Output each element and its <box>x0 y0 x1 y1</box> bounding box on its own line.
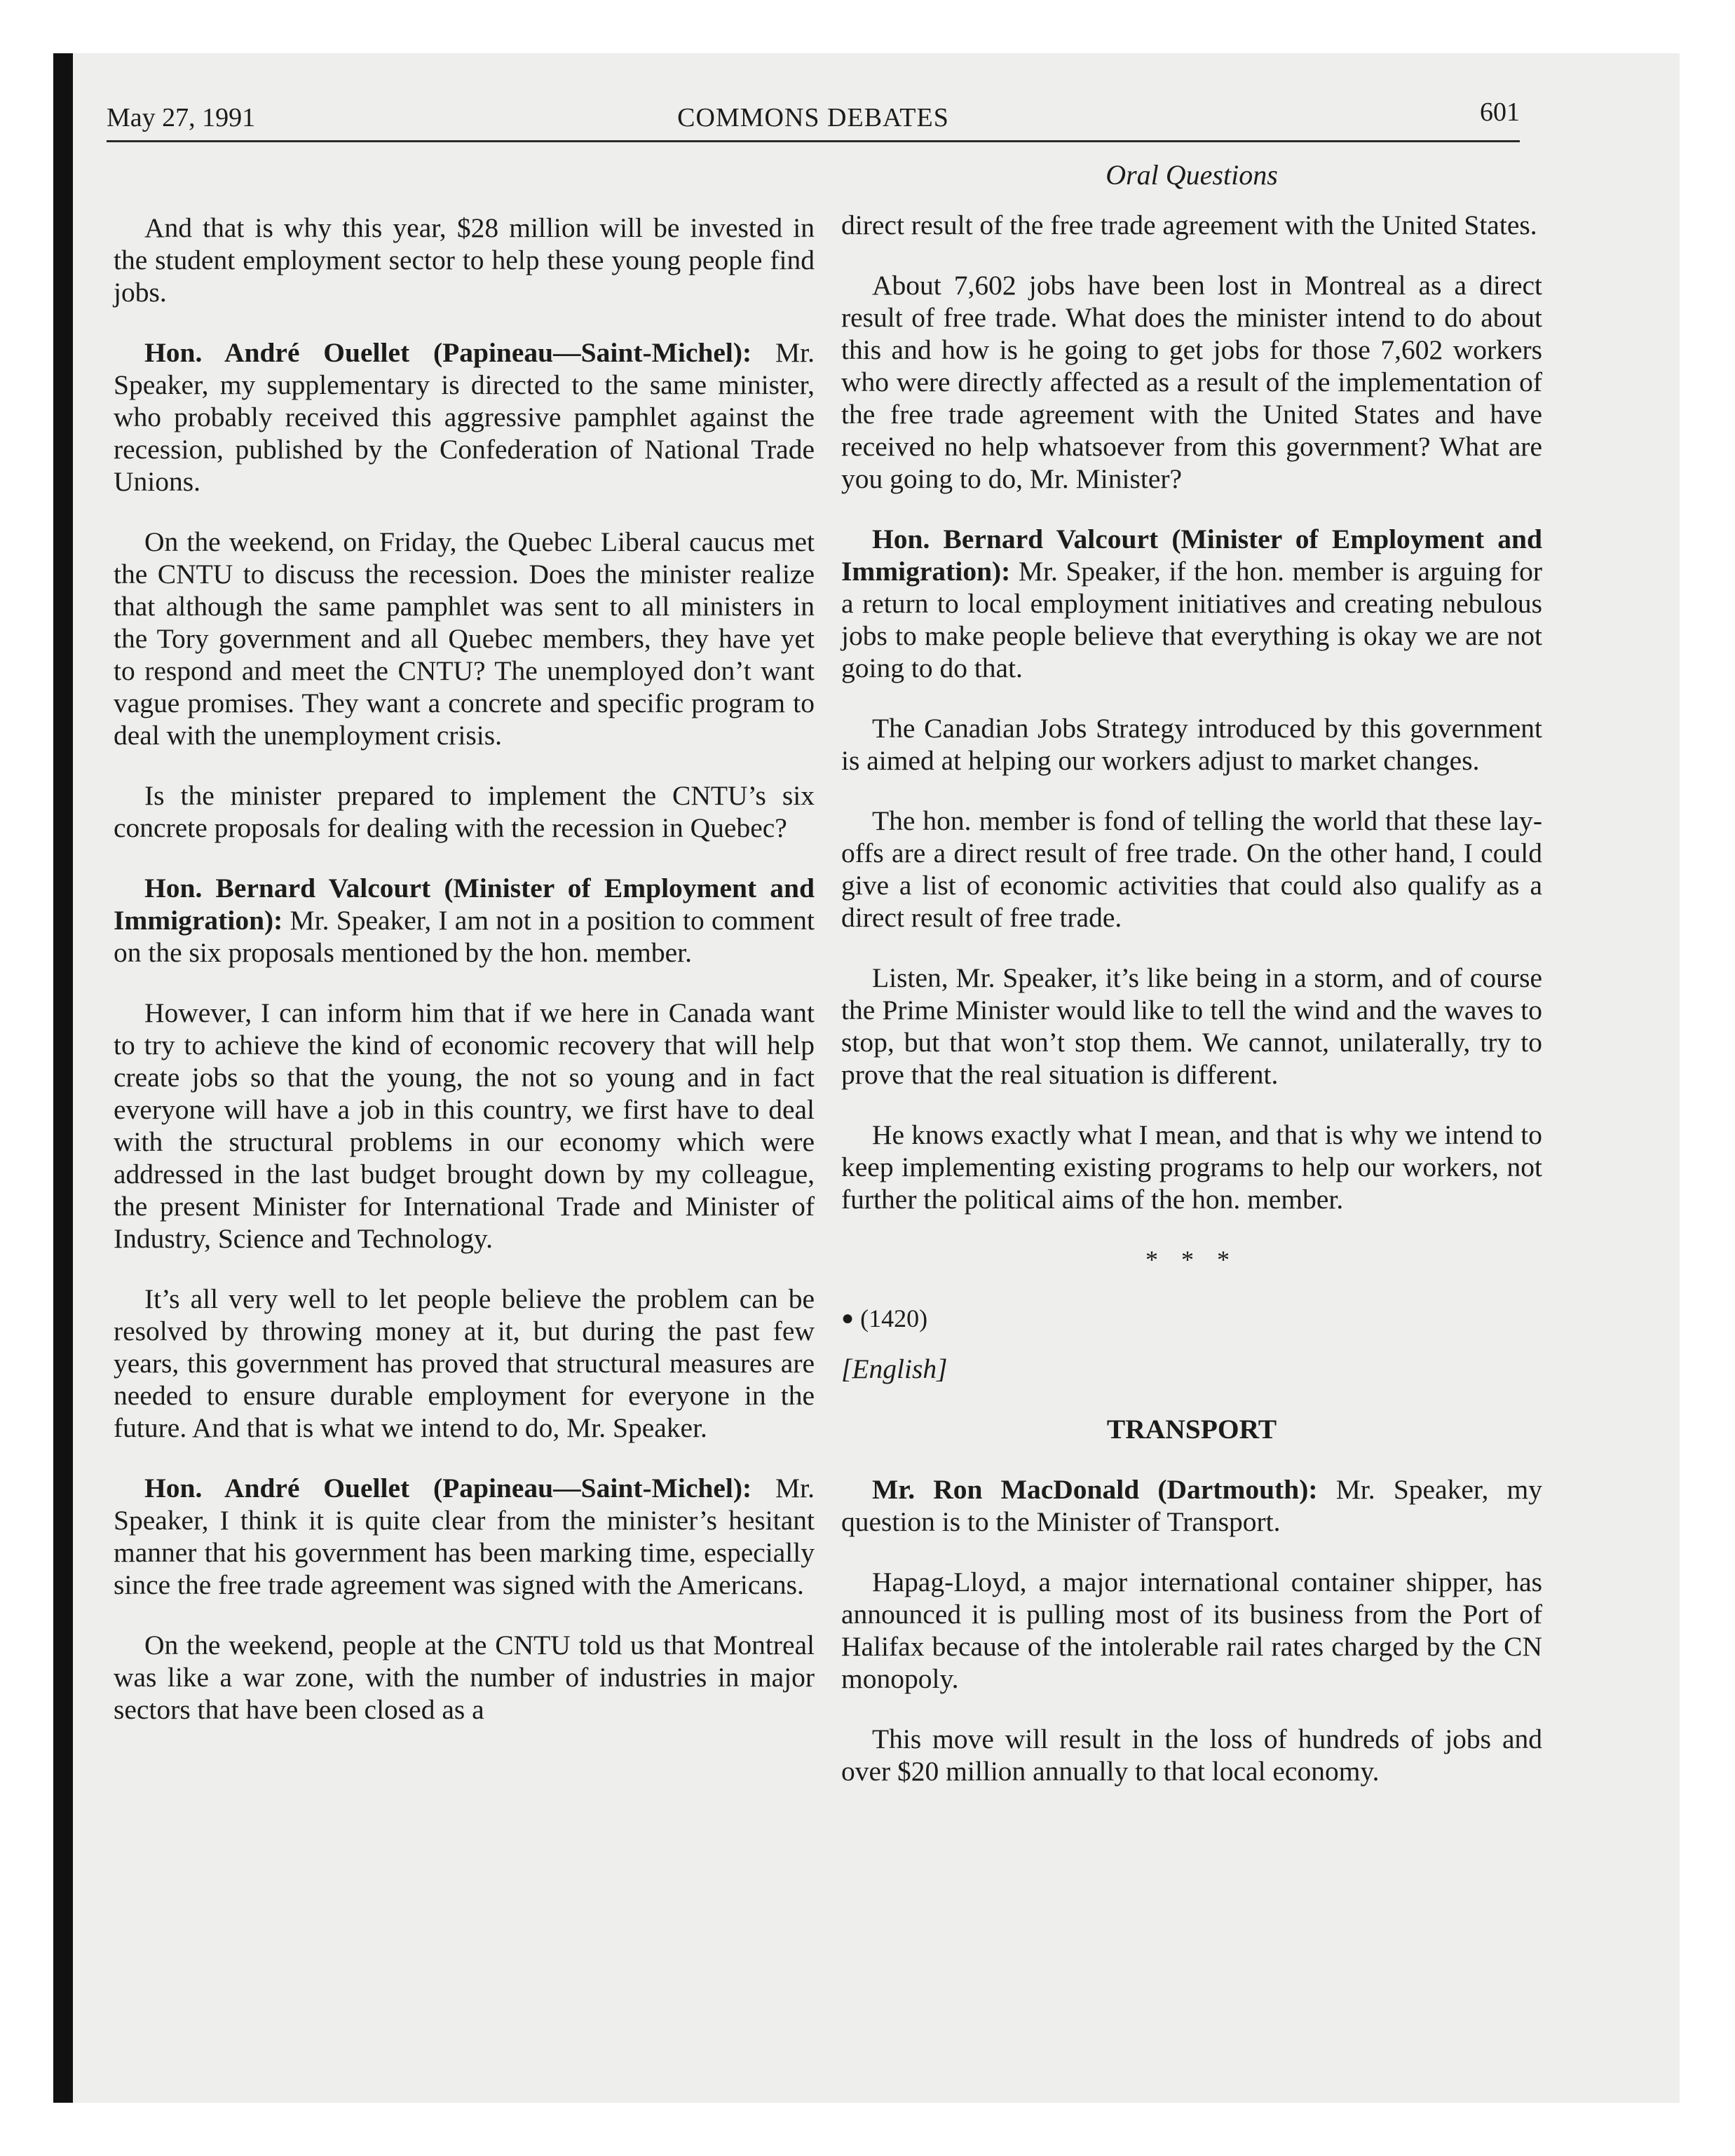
paragraph-text: Listen, Mr. Speaker, it’s like being in a storm, and of course the Prime Minister would like to tell the wind and the waves to stop, but that won’t stop them. We cannot, unilaterally, try to prove that the real situation is different. <box>841 962 1542 1090</box>
paragraph-text: And that is why this year, $28 million will be invested in the student employment sector to help these young people find jobs. <box>114 212 815 308</box>
topic-heading: TRANSPORT <box>1106 1414 1277 1445</box>
paragraph-text: It’s all very well to let people believe the problem can be resolved by throwing money at it, but during the past few years, this government has proved that structural measures are needed to ensure durable employment for everyone in the future. And that is what we intend to do, Mr. Speaker. <box>114 1283 815 1443</box>
speaker-name: Hon. Bernard Valcourt (Minister of Employment and Immigration): <box>114 873 815 936</box>
paragraph-text: Mr. Speaker, if the hon. member is arguing for a return to local employment initiatives and creating nebulous jobs to make people believe that everything is okay we are not going to do that. <box>841 556 1542 683</box>
paragraph-text: Is the minister prepared to implement the CNTU’s six concrete proposals for dealing with the recession in Quebec? <box>114 780 815 843</box>
timecode-text: (1420) <box>860 1304 928 1332</box>
paragraph <box>114 872 815 969</box>
paragraph <box>114 779 815 844</box>
paragraph <box>841 712 1542 777</box>
paragraph-text: On the weekend, people at the CNTU told us that Montreal was like a war zone, with the number of industries in major sectors that have been closed as a <box>114 1630 815 1725</box>
paragraph <box>841 1473 1542 1538</box>
paragraph-text: Mr. Speaker, my supplementary is directed to the same minister, who probably received this aggressive pamphlet against the recession, published by the Confederation of National Trade Unions. <box>114 337 815 497</box>
paragraph <box>841 523 1542 684</box>
header-rule <box>107 140 1520 142</box>
paragraph-text: Hapag-Lloyd, a major international container shipper, has announced it is pulling most of its business from the Port of Halifax because of the intolerable rail rates charged by the CN monopoly. <box>841 1567 1542 1694</box>
bullet-icon: ● <box>841 1306 855 1330</box>
paragraph <box>841 1119 1542 1215</box>
paragraph-text: Mr. Speaker, I think it is quite clear from the minister’s hesitant manner that his government has been marking time, especially since the free trade agreement was signed with the Americans. <box>114 1473 815 1600</box>
right-column <box>841 209 1542 1815</box>
paragraph-text: On the weekend, on Friday, the Quebec Liberal caucus met the CNTU to discuss the recession. Does the minister realize that although the same pamphlet was sent to all ministers in the Tory government and all Quebec members, they have yet to respond and meet the CNTU? The unemployed don’t want vague promises. They want a concrete and specific program to deal with the unemployment crisis. <box>114 526 815 751</box>
paragraph-text: The Canadian Jobs Strategy introduced by this government is aimed at helping our workers adjust to market changes. <box>841 713 1542 776</box>
paragraph <box>114 212 815 308</box>
speaker-name: Hon. André Ouellet (Papineau—Saint-Michel): <box>144 1473 752 1503</box>
paragraph <box>114 1283 815 1444</box>
paragraph <box>114 1629 815 1726</box>
header-date: May 27, 1991 <box>107 103 256 132</box>
paragraph-text: The hon. member is fond of telling the world that these lay-offs are a direct result of free trade. On the other hand, I could give a list of economic activities that could also qualify as a direct result of free trade. <box>841 805 1542 933</box>
speaker-name: Hon. Bernard Valcourt (Minister of Employment and Immigration): <box>841 524 1542 587</box>
paragraph <box>841 1566 1542 1695</box>
header-title: COMMONS DEBATES <box>677 103 949 132</box>
paragraph-text: However, I can inform him that if we here in Canada want to try to achieve the kind of economic recovery that will help create jobs so that the young, the not so young and in fact everyone will have a job in this country, we first have to deal with the structural problems in our economy which were addressed in the last budget brought down by my colleague, the present Minister for International Trade and Minister of Industry, Science and Technology. <box>114 997 815 1254</box>
paragraph-text: Mr. Speaker, my question is to the Minister of Transport. <box>841 1474 1542 1537</box>
paragraph-text: About 7,602 jobs have been lost in Montreal as a direct result of free trade. What does the minister intend to do about this and how is he going to get jobs for those 7,602 workers who were directly affected as a result of the implementation of the free trade agreement with the United States and have received no help whatsoever from this government? What are you going to do, Mr. Minister? <box>841 270 1542 494</box>
paragraph <box>114 1472 815 1601</box>
paragraph <box>841 962 1542 1091</box>
paragraph <box>841 805 1542 934</box>
language-note: [English] <box>841 1353 948 1384</box>
paragraph <box>841 1723 1542 1787</box>
paragraph-text: This move will result in the loss of hundreds of jobs and over $20 million annually to that local economy. <box>841 1724 1542 1787</box>
paragraph <box>841 269 1542 495</box>
timecode <box>841 1302 1542 1335</box>
paragraph <box>114 526 815 751</box>
paragraph-text: He knows exactly what I mean, and that is why we intend to keep implementing existing programs to help our workers, not further the political aims of the hon. member. <box>841 1119 1542 1215</box>
paragraph <box>841 209 1542 241</box>
section-separator: * * * <box>1145 1246 1238 1274</box>
speaker-name: Hon. André Ouellet (Papineau—Saint-Michel): <box>144 337 752 368</box>
left-column <box>114 212 815 1754</box>
page-number: 601 <box>1480 97 1520 127</box>
paragraph <box>114 997 815 1255</box>
speaker-name: Mr. Ron MacDonald (Dartmouth): <box>872 1474 1318 1505</box>
binding-shadow <box>53 53 73 2103</box>
running-head <box>107 90 1520 140</box>
paragraph-text: Mr. Speaker, I am not in a position to comment on the six proposals mentioned by the hon. member. <box>114 905 815 968</box>
section-title: Oral Questions <box>1105 159 1278 191</box>
paragraph-text: direct result of the free trade agreement with the United States. <box>841 210 1537 240</box>
paragraph <box>114 336 815 498</box>
